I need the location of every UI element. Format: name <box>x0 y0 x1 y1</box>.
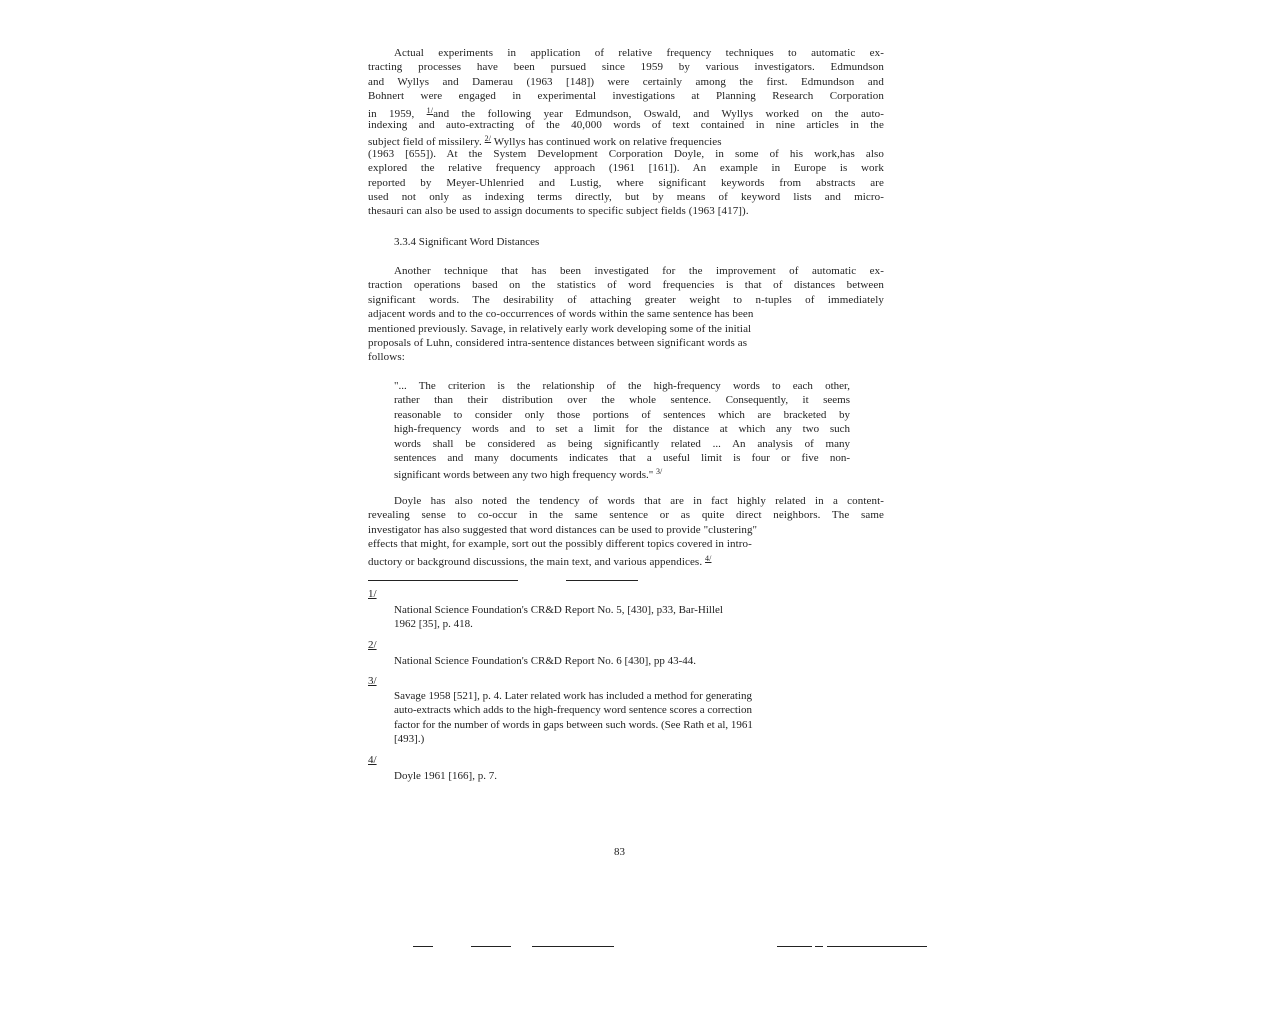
footnote-mark-3: 3/ <box>368 675 377 687</box>
text-line: Bohnert were engaged in experimental investigations at Planning Research Corporation <box>368 90 884 103</box>
text-line: Doyle has also noted the tendency of words that are in fact highly related in a content- <box>394 495 884 507</box>
text-fragment: Wyllys has continued work on relative frequencies <box>493 136 722 149</box>
scan-artifact-line <box>413 946 433 947</box>
footnote-ref-4[interactable]: 4/ <box>705 553 712 563</box>
text-line: revealing sense to co-occur in the same sentence or as quite direct neighbors. The same <box>368 509 884 522</box>
text-line: National Science Foundation's CR&D Report No. 6 [430], pp 43-44. <box>394 655 697 667</box>
text-line: effects that might, for example, sort out the possibly different topics covered in intro- <box>368 538 752 551</box>
footnote-3 <box>394 689 866 747</box>
footnote-ref-1[interactable]: 1/ <box>426 105 434 115</box>
text-line: auto-extracts which adds to the high-frequency word sentence scores a correction <box>394 704 752 717</box>
text-line: 1962 [35], p. 418. <box>394 618 473 631</box>
text-line <box>368 132 884 149</box>
footnote-mark-4: 4/ <box>368 754 377 766</box>
footnote-2 <box>394 654 866 668</box>
section-heading: 3.3.4 Significant Word Distances <box>394 236 540 248</box>
text-line: (1963 [655]). At the System Development Corporation Doyle, in some of his work,has also <box>368 147 884 160</box>
text-line: proposals of Luhn, considered intra-sentence distances between significant words as <box>368 336 748 349</box>
text-line: used not only as indexing terms directly, but by means of keyword lists and micro- <box>368 190 884 203</box>
paragraph-relative-frequency <box>368 46 884 219</box>
footnote-separator-fragment <box>566 580 638 581</box>
text-line: explored the relative frequency approach (1961 [161]). An example in Europe is work <box>368 162 884 175</box>
text-fragment: significant words between any two high frequency words." <box>394 469 654 482</box>
paragraph-word-distances <box>368 264 884 365</box>
text-line: words shall be considered as being significantly related ... An analysis of many <box>394 437 850 450</box>
text-line: indexing and auto-extracting of the 40,000 words of text contained in nine articles in the <box>368 118 884 131</box>
block-quote-savage <box>394 379 850 480</box>
scan-artifact-line <box>815 946 823 947</box>
text-line: significant words. The desirability of attaching greater weight to n-tuples of immediately <box>368 293 884 306</box>
text-line: [493].) <box>394 733 425 746</box>
scan-artifact-line <box>532 946 614 947</box>
text-line: Another technique that has been investigated for the improvement of automatic ex- <box>394 265 884 277</box>
text-line: factor for the number of words in gaps between such words. (See Rath et al, 1961 <box>394 718 753 731</box>
footnote-ref-3[interactable]: 3/ <box>656 467 663 477</box>
text-line: thesauri can also be used to assign documents to specific subject fields (1963 [417]). <box>368 205 749 218</box>
footnote-mark-2: 2/ <box>368 639 377 651</box>
scan-artifact-line <box>777 946 812 947</box>
footnote-1 <box>394 603 866 632</box>
text-fragment: in 1959, <box>368 107 415 120</box>
text-line <box>368 552 884 566</box>
text-line: follows: <box>368 351 405 364</box>
text-line: traction operations based on the statistics of word frequencies is that of distances between <box>368 279 884 292</box>
text-line: adjacent words and to the co-occurrences of words within the same sentence has been <box>368 308 754 321</box>
text-line: reasonable to consider only those portions of sentences which are bracketed by <box>394 408 850 421</box>
text-line <box>394 465 850 482</box>
scan-artifact-line <box>471 946 511 947</box>
text-line: mentioned previously. Savage, in relatively early work developing some of the initial <box>368 322 752 335</box>
text-line: reported by Meyer-Uhlenried and Lustig, where significant keywords from abstracts are <box>368 176 884 189</box>
text-line: National Science Foundation's CR&D Report No. 5, [430], p33, Bar-Hillel <box>394 604 723 616</box>
text-line: "... The criterion is the relationship of the high-frequency words to each other, <box>394 380 850 392</box>
text-fragment: subject field of missilery. <box>368 136 482 149</box>
text-line: and Wyllys and Damerau (1963 [148]) were certainly among the first. Edmundson and <box>368 75 884 88</box>
text-fragment: ductory or background discussions, the main text, and various appendices. <box>368 555 703 568</box>
text-line: Doyle 1961 [166], p. 7. <box>394 770 497 782</box>
text-line <box>368 104 884 118</box>
footnote-mark-1: 1/ <box>368 588 377 600</box>
text-line: investigator has also suggested that word distances can be used to provide "clustering" <box>368 523 758 536</box>
text-line: tracting processes have been pursued since 1959 by various investigators. Edmundson <box>368 61 884 74</box>
text-line: high-frequency words and to set a limit for the distance at which any two such <box>394 423 850 436</box>
text-line: rather than their distribution over the whole sentence. Consequently, it seems <box>394 394 850 407</box>
text-line: sentences and many documents indicates that a useful limit is four or five non- <box>394 451 850 464</box>
footnote-separator <box>368 580 518 581</box>
text-fragment: and the following year Edmundson, Oswald, and Wyllys worked on the auto- <box>433 107 884 120</box>
scan-artifact-line <box>827 946 927 947</box>
page-number: 83 <box>614 846 625 858</box>
footnote-ref-2[interactable]: 2/ <box>484 134 492 144</box>
paragraph-doyle <box>368 494 884 566</box>
text-line: Actual experiments in application of relative frequency techniques to automatic ex- <box>394 47 884 59</box>
text-line: Savage 1958 [521], p. 4. Later related work has included a method for generating <box>394 690 752 702</box>
footnote-4 <box>394 769 866 783</box>
